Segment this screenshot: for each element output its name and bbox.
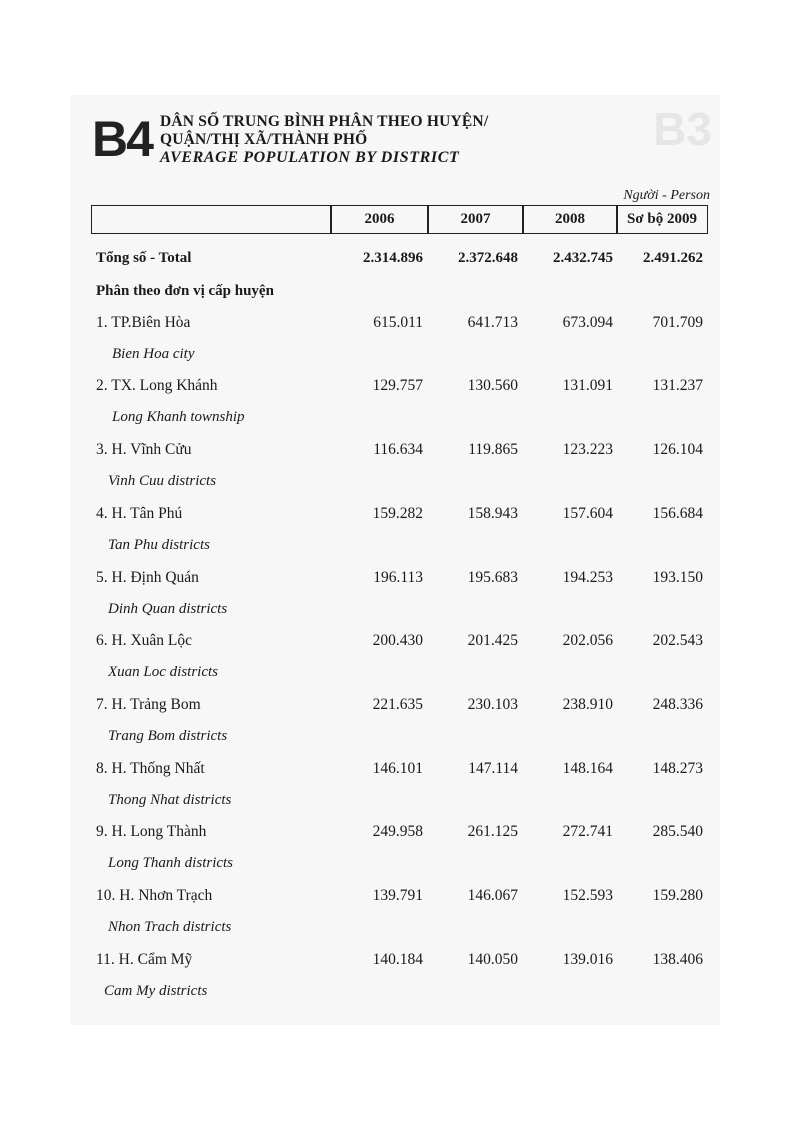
column-header-2007: 2007 xyxy=(460,211,491,227)
section-label: Phân theo đơn vị cấp huyện xyxy=(96,283,274,299)
table-cell: 126.104 xyxy=(652,441,703,458)
table-cell: 119.865 xyxy=(468,441,518,458)
total-2006: 2.314.896 xyxy=(363,250,423,266)
table-cell: 238.910 xyxy=(562,696,613,713)
district-name: 8. H. Thống Nhất xyxy=(96,760,205,777)
district-name: 5. H. Định Quán xyxy=(96,569,199,586)
table-code: B4 xyxy=(92,111,152,167)
table-cell: 202.056 xyxy=(562,632,613,649)
table-cell: 146.067 xyxy=(467,887,518,904)
table-header xyxy=(91,205,708,234)
title-english: AVERAGE POPULATION BY DISTRICT xyxy=(160,149,460,166)
column-header-2006: 2006 xyxy=(364,211,395,227)
table-cell: 248.336 xyxy=(652,696,703,713)
table-cell: 201.425 xyxy=(467,632,518,649)
total-2007: 2.372.648 xyxy=(458,250,518,266)
table-cell: 230.103 xyxy=(467,696,518,713)
table-cell: 158.943 xyxy=(467,505,518,522)
district-name: 10. H. Nhơn Trạch xyxy=(96,887,213,904)
table-cell: 193.150 xyxy=(652,569,703,586)
district-name-english: Vinh Cuu districts xyxy=(108,473,217,489)
table-cell: 673.094 xyxy=(562,314,613,331)
table-cell: 641.713 xyxy=(467,314,518,331)
table-cell: 131.237 xyxy=(652,377,703,394)
district-name-english: Nhon Trach districts xyxy=(108,919,232,935)
district-name-english: Long Khanh township xyxy=(112,409,245,425)
district-name-english: Dinh Quan districts xyxy=(108,601,228,617)
district-name-english: Trang Bom districts xyxy=(108,728,228,744)
table-cell: 249.958 xyxy=(372,823,423,840)
table-cell: 202.543 xyxy=(652,632,703,649)
table-cell: 129.757 xyxy=(372,377,423,394)
table-cell: 159.282 xyxy=(372,505,423,522)
table-cell: 139.016 xyxy=(562,951,613,968)
district-name: 4. H. Tân Phú xyxy=(96,505,183,522)
table-cell: 148.164 xyxy=(562,760,613,777)
table-cell: 116.634 xyxy=(373,441,423,458)
table-cell: 200.430 xyxy=(372,632,423,649)
district-name: 6. H. Xuân Lộc xyxy=(96,632,192,649)
page-background xyxy=(70,95,720,1025)
table-cell: 194.253 xyxy=(562,569,613,586)
table-cell: 138.406 xyxy=(652,951,703,968)
district-name: 3. H. Vĩnh Cửu xyxy=(96,441,192,458)
district-name: 9. H. Long Thành xyxy=(96,823,207,840)
column-header-2009: Sơ bộ 2009 xyxy=(627,211,697,227)
unit-label: Người - Person xyxy=(623,188,710,203)
table-cell: 156.684 xyxy=(652,505,703,522)
district-name-english: Thong Nhat districts xyxy=(108,792,232,808)
table-cell: 272.741 xyxy=(562,823,613,840)
total-2008: 2.432.745 xyxy=(553,250,613,266)
table-cell: 159.280 xyxy=(652,887,703,904)
table-cell: 261.125 xyxy=(467,823,518,840)
table-cell: 157.604 xyxy=(562,505,613,522)
district-name: 7. H. Trảng Bom xyxy=(96,696,201,713)
district-name-english: Xuan Loc districts xyxy=(108,664,219,680)
district-name: 1. TP.Biên Hòa xyxy=(96,314,191,331)
total-2009: 2.491.262 xyxy=(643,250,703,266)
table-cell: 146.101 xyxy=(372,760,423,777)
district-name: 11. H. Cẩm Mỹ xyxy=(96,951,193,968)
district-name-english: Long Thanh districts xyxy=(108,855,234,871)
district-name-english: Tan Phu districts xyxy=(108,537,210,553)
table-cell: 615.011 xyxy=(373,314,423,331)
district-name-english: Cam My districts xyxy=(104,983,208,999)
table-cell: 701.709 xyxy=(652,314,703,331)
title-line-2: QUẬN/THỊ XÃ/THÀNH PHỐ xyxy=(160,131,368,148)
table-cell: 195.683 xyxy=(467,569,518,586)
table-cell: 221.635 xyxy=(372,696,423,713)
table-cell: 196.113 xyxy=(373,569,423,586)
table-cell: 131.091 xyxy=(562,377,613,394)
bleed-through-code: B3 xyxy=(653,103,712,155)
table-cell: 147.114 xyxy=(468,760,518,777)
table-cell: 285.540 xyxy=(652,823,703,840)
table-cell: 123.223 xyxy=(562,441,613,458)
district-name-english: Bien Hoa city xyxy=(112,346,195,362)
table-cell: 148.273 xyxy=(652,760,703,777)
column-header-2008: 2008 xyxy=(555,211,585,227)
table-cell: 139.791 xyxy=(372,887,423,904)
table-cell: 130.560 xyxy=(467,377,518,394)
table-cell: 140.184 xyxy=(372,951,423,968)
table-cell: 152.593 xyxy=(562,887,613,904)
table-cell: 140.050 xyxy=(467,951,518,968)
total-label: Tổng số - Total xyxy=(96,250,192,266)
district-name: 2. TX. Long Khánh xyxy=(96,377,218,394)
title-line-1: DÂN SỐ TRUNG BÌNH PHÂN THEO HUYỆN/ xyxy=(160,113,489,130)
